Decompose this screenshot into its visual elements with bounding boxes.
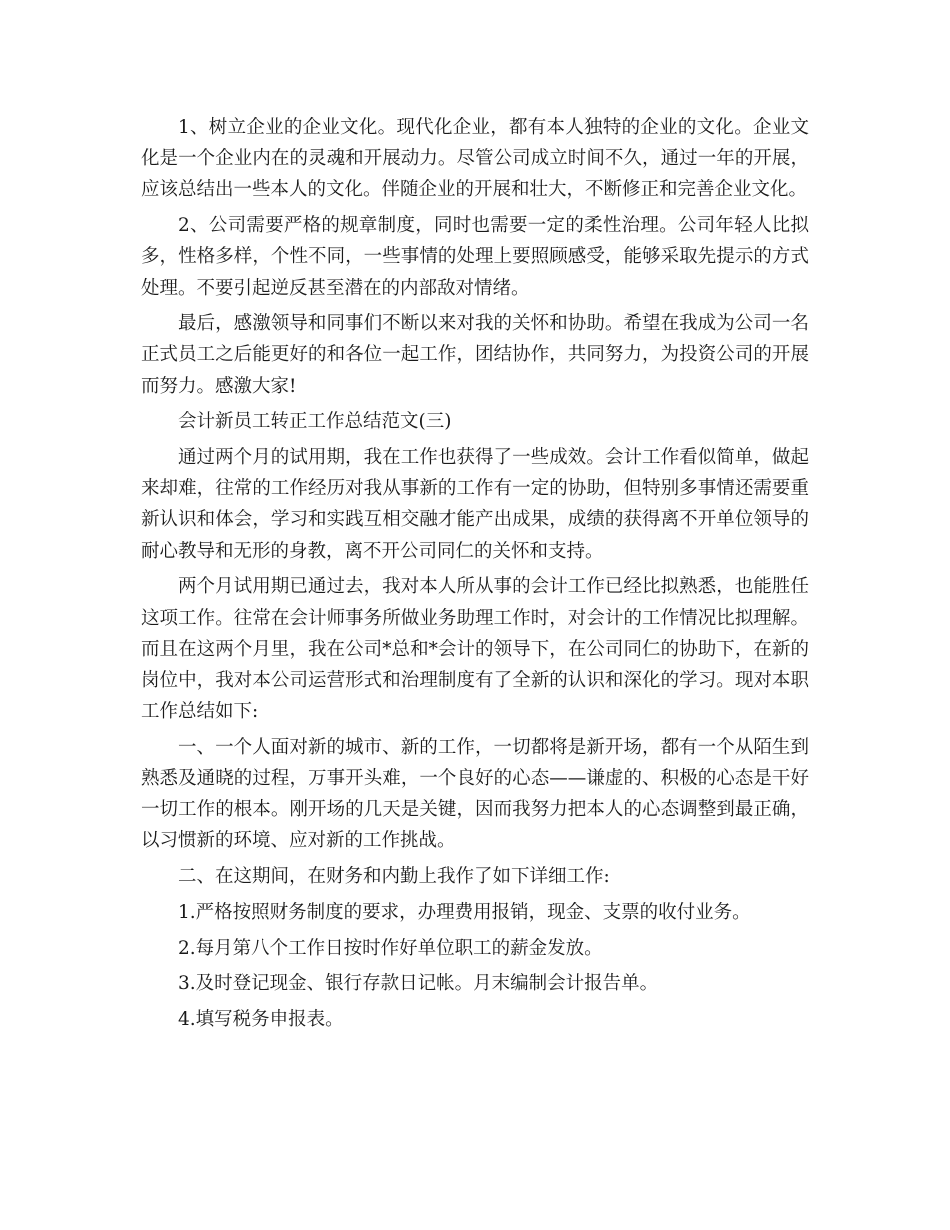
paragraph-thanks: 最后，感激领导和同事们不断以来对我的关怀和协助。希望在我成为公司一名正式员工之后能更好的和各位一起工作，团结协作，共同努力，为投资公司的开展而努力。感激大家! [141,313,809,397]
section-heading: 会计新员工转正工作总结范文(三) [178,411,452,433]
list-item-duty-2: 2.每月第八个工作日按时作好单位职工的薪金发放。 [178,937,603,959]
paragraph-trial-review: 两个月试用期已通过去，我对本人所从事的会计工作已经比拟熟悉，也能胜任这项工作。往常在会计师事务所做业务助理工作时，对会计的工作情况比拟理解。而且在这两个月里，我在公司*总和*会计的领导下，在公司同仁的协助下，在新的岗位中，我对本公司运营形式和治理制度有了全新的认识和深化的学习。现对本职工作总结如下: [141,576,809,723]
list-item-duty-3: 3.及时登记现金、银行存款日记帐。月末编制会计报告单。 [178,973,659,995]
paragraph-duties-intro: 二、在这期间，在财务和内勤上我作了如下详细工作: [178,866,610,888]
paragraph-culture: 1、树立企业的企业文化。现代化企业，都有本人独特的企业的文化。企业文化是一个企业内在的灵魂和开展动力。尽管公司成立时间不久，通过一年的开展，应该总结出一些本人的文化。伴随企业的开展和壮大，不断修正和完善企业文化。 [141,117,809,201]
paragraph-rules: 2、公司需要严格的规章制度，同时也需要一定的柔性治理。公司年轻人比拟多，性格多样，个性不同，一些事情的处理上要照顾感受，能够采取先提示的方式处理。不要引起逆反甚至潜在的内部敌对情绪。 [141,215,809,299]
paragraph-mindset: 一、一个人面对新的城市、新的工作，一切都将是新开场，都有一个从陌生到熟悉及通晓的过程，万事开头难，一个良好的心态——谦虚的、积极的心态是干好一切工作的根本。刚开场的几天是关键，因而我努力把本人的心态调整到最正确，以习惯新的环境、应对新的工作挑战。 [141,736,809,852]
document-body [141,112,809,1040]
list-item-duty-1: 1.严格按照财务制度的要求，办理费用报销，现金、支票的收付业务。 [178,901,751,923]
paragraph-trial-intro: 通过两个月的试用期，我在工作也获得了一些成效。会计工作看似简单，做起来却难，往常的工作经历对我从事新的工作有一定的协助，但特别多事情还需要重新认识和体会，学习和实践互相交融才能产出成果，成绩的获得离不开单位领导的耐心教导和无形的身教，离不开公司同仁的关怀和支持。 [141,447,809,562]
list-item-duty-4: 4.填写税务申报表。 [178,1008,344,1030]
